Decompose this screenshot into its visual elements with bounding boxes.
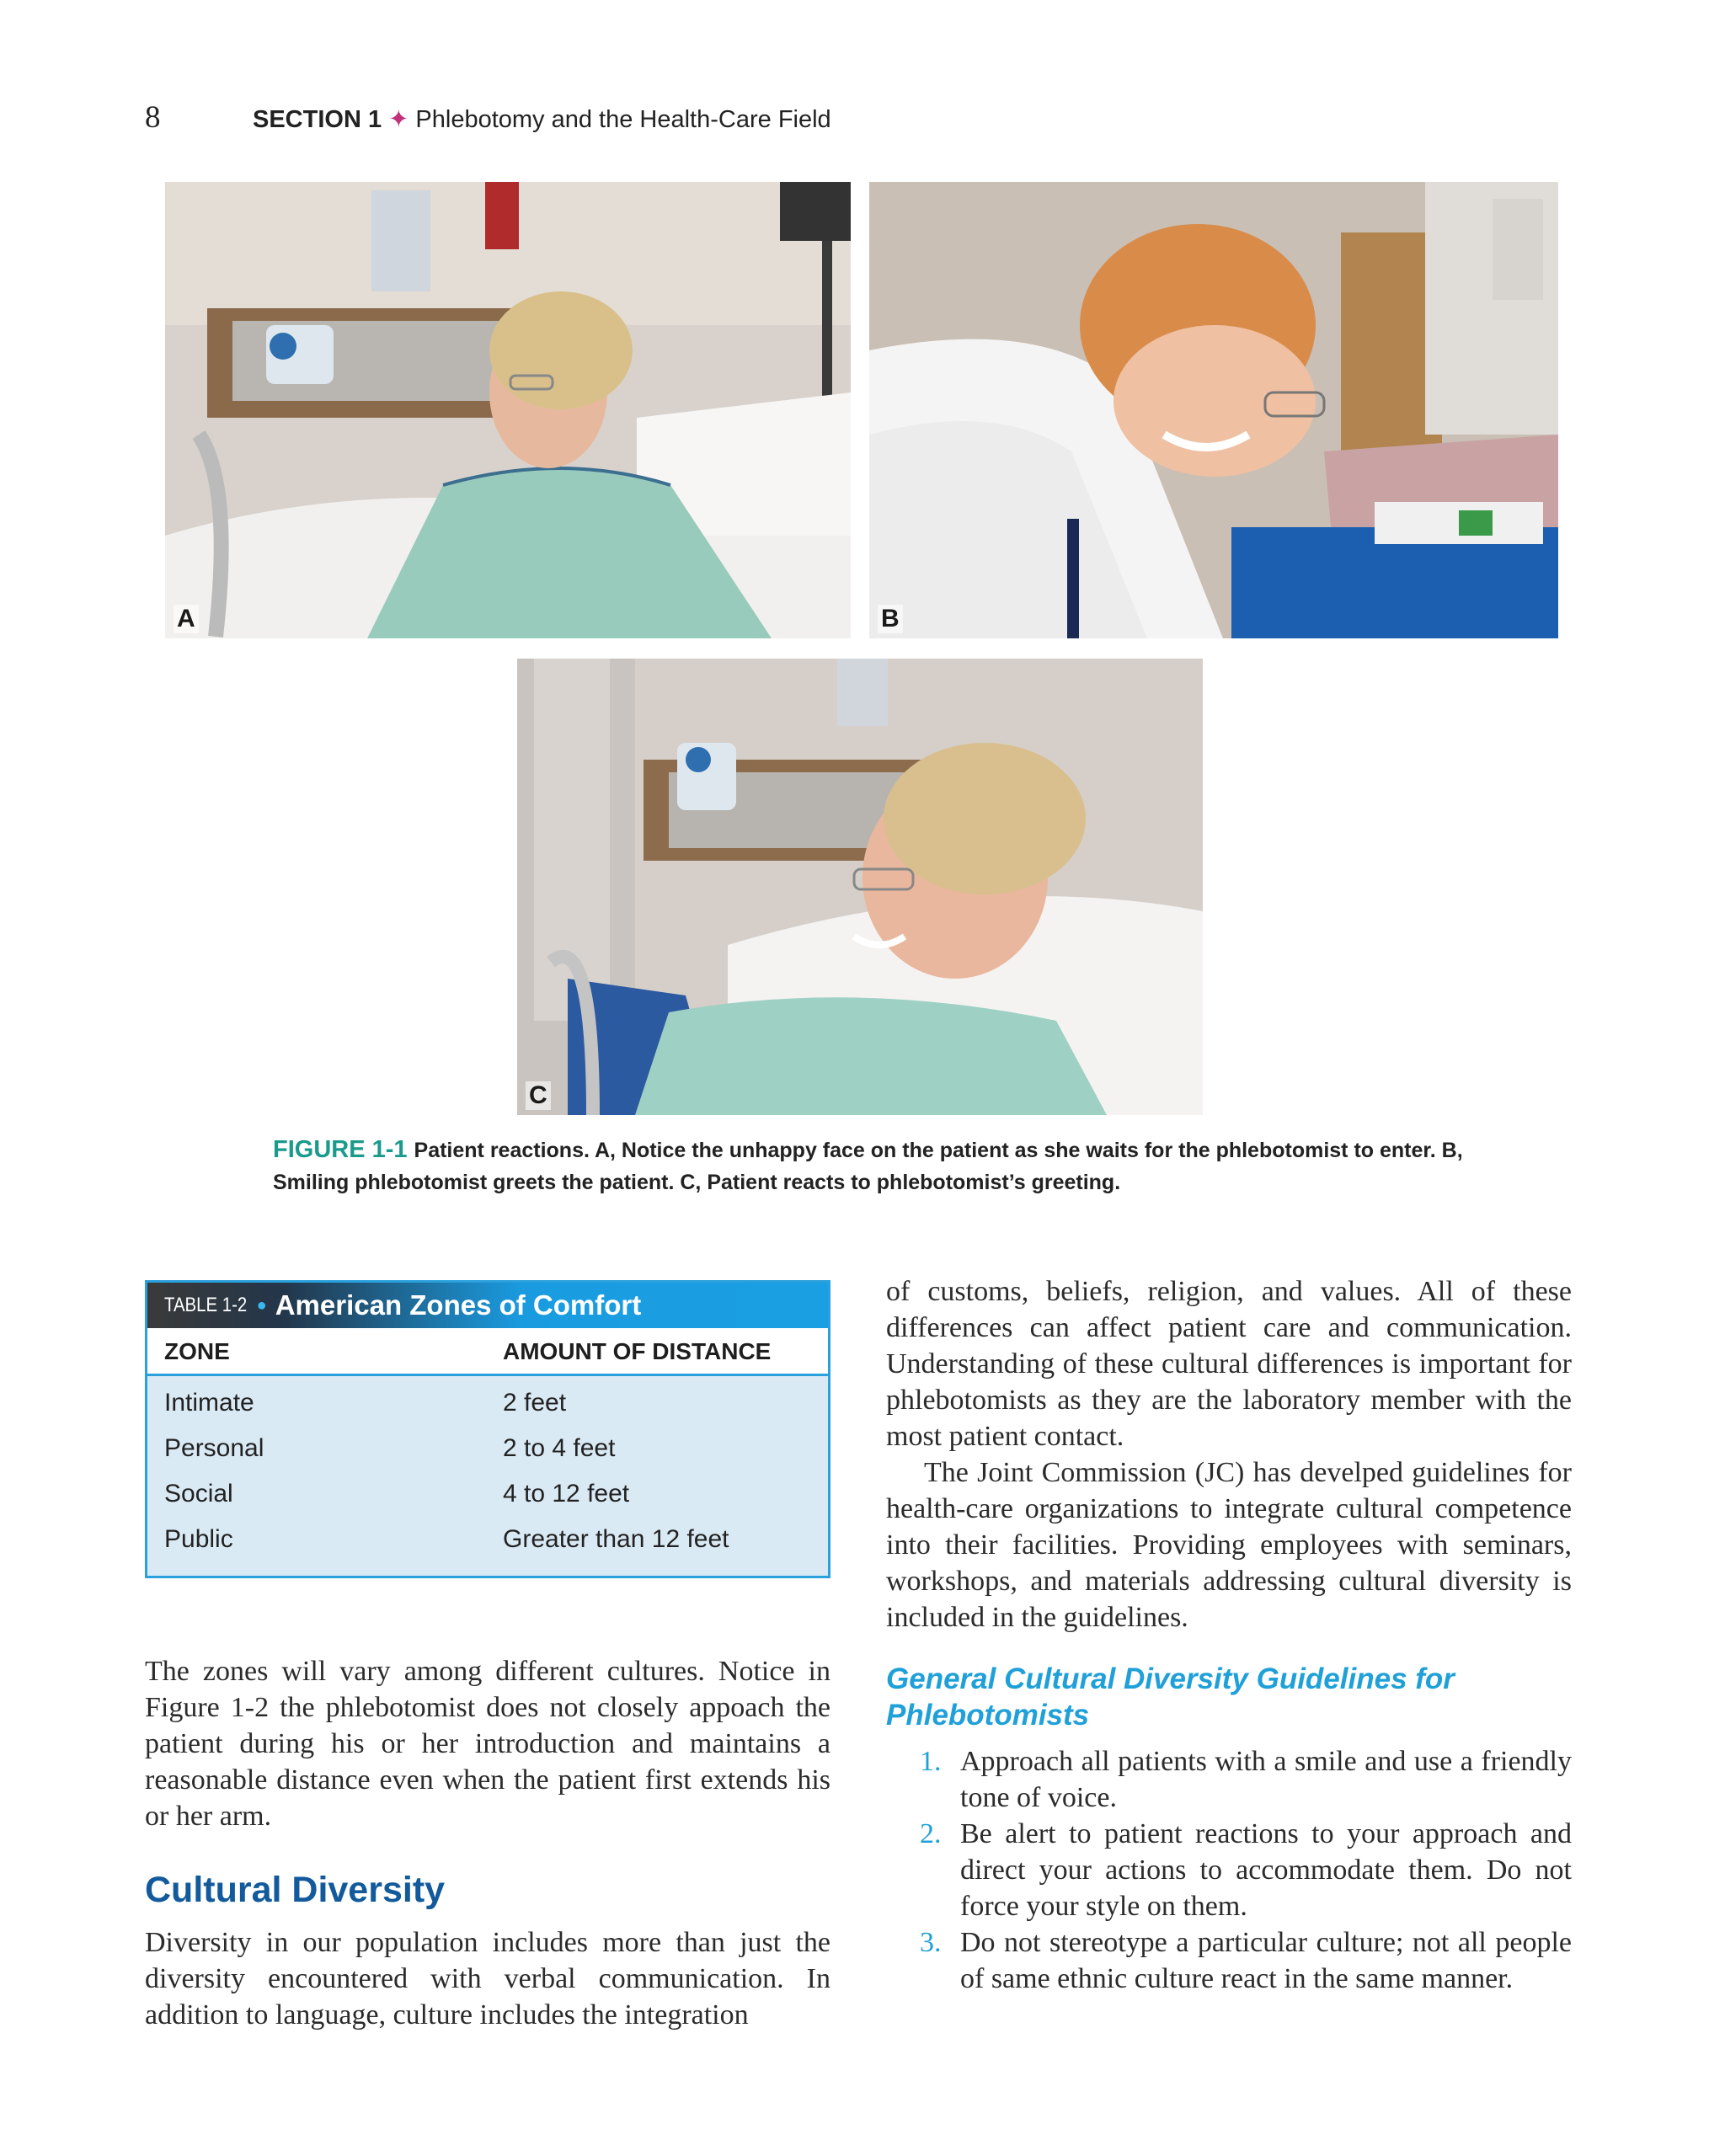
table-header-row (147, 1328, 828, 1376)
column-header-zone: ZONE (164, 1338, 230, 1364)
section-heading: Cultural Diversity (145, 1870, 446, 1910)
panel-letter-c: C (526, 1081, 551, 1110)
distance-cell: 2 feet (503, 1389, 567, 1417)
panel-letter-a: A (174, 605, 199, 633)
panel-letter-b: B (878, 605, 903, 633)
table-title-bar (147, 1283, 828, 1328)
table-row (147, 1520, 828, 1566)
column-header-distance: AMOUNT OF DISTANCE (503, 1338, 772, 1364)
list-text: Do not stereotype a particular culture; not all people of same ethnic culture react in the same manner. (960, 1927, 1572, 1994)
table-row (147, 1429, 828, 1475)
distance-cell: Greater than 12 feet (503, 1525, 729, 1553)
table-row (147, 1384, 828, 1429)
table-title: American Zones of Comfort (275, 1289, 642, 1321)
list-text: Approach all patients with a smile and use a friendly tone of voice. (960, 1746, 1572, 1813)
photo-b-illustration (869, 182, 1558, 638)
figure-caption (273, 1134, 1519, 1198)
figure-photo-c (517, 659, 1203, 1115)
list-number: 3. (920, 1927, 942, 1958)
table-number: TABLE 1-2 (164, 1294, 248, 1316)
diversity-paragraph: Diversity in our population includes more than just the diversity encountered with verbal communication. In addition to language, culture includes the integration (145, 1927, 830, 2031)
list-text: Be alert to patient reactions to your approach and direct your actions to accommodate them. Do not force your style on them. (960, 1818, 1572, 1922)
list-number: 1. (920, 1746, 942, 1777)
section-title: Phlebotomy and the Health-Care Field (415, 106, 831, 133)
list-item (921, 1924, 1572, 1997)
zone-cell: Intimate (164, 1389, 254, 1417)
zone-cell: Public (164, 1525, 233, 1553)
figure-caption-text: Patient reactions. A, Notice the unhappy face on the patient as she waits for the phlebotomist to enter. B, Smiling phlebotomist greets the patient. C, Patient reacts to phlebotomist’s greeting. (273, 1139, 1463, 1194)
zones-of-comfort-table (145, 1280, 830, 1578)
list-item (921, 1743, 1572, 1816)
running-head (253, 104, 831, 134)
zones-paragraph: The zones will vary among different cultures. Notice in Figure 1-2 the phlebotomist does not closely appoach the patient during his or her introduction and maintains a reasonable distance even when the patient first extends his or her arm. (145, 1656, 830, 1832)
list-number: 2. (920, 1818, 942, 1849)
guidelines-heading: General Cultural Diversity Guidelines for Phlebotomists (886, 1662, 1455, 1732)
distance-cell: 4 to 12 feet (503, 1480, 630, 1508)
photo-c-illustration (517, 659, 1203, 1115)
table-row (147, 1475, 828, 1520)
bullet-icon: ● (256, 1295, 267, 1315)
joint-commission-paragraph: The Joint Commission (JC) has develped guidelines for health-care organizations to integrate cultural competence into their facilities. Providing employees with seminars, workshops, and materials addressing cultural diversity is included in the guidelines. (886, 1457, 1572, 1633)
customs-paragraph: of customs, beliefs, religion, and values. All of these differences can affect patient care and communication. Understanding of these cultural differences is important for phlebotomists as they are the laboratory member with the most patient contact. (886, 1276, 1572, 1452)
section-label: SECTION 1 (253, 106, 382, 133)
zone-cell: Personal (164, 1434, 264, 1462)
photo-a-illustration (165, 182, 851, 638)
distance-cell: 2 to 4 feet (503, 1434, 616, 1462)
list-item (921, 1816, 1572, 1924)
page-number: 8 (145, 100, 161, 135)
star-icon: ✦ (388, 106, 409, 133)
zone-cell: Social (164, 1480, 233, 1508)
figure-label: FIGURE 1-1 (273, 1136, 408, 1163)
figure-photo-a (165, 182, 851, 638)
figure-photo-b (869, 182, 1558, 638)
